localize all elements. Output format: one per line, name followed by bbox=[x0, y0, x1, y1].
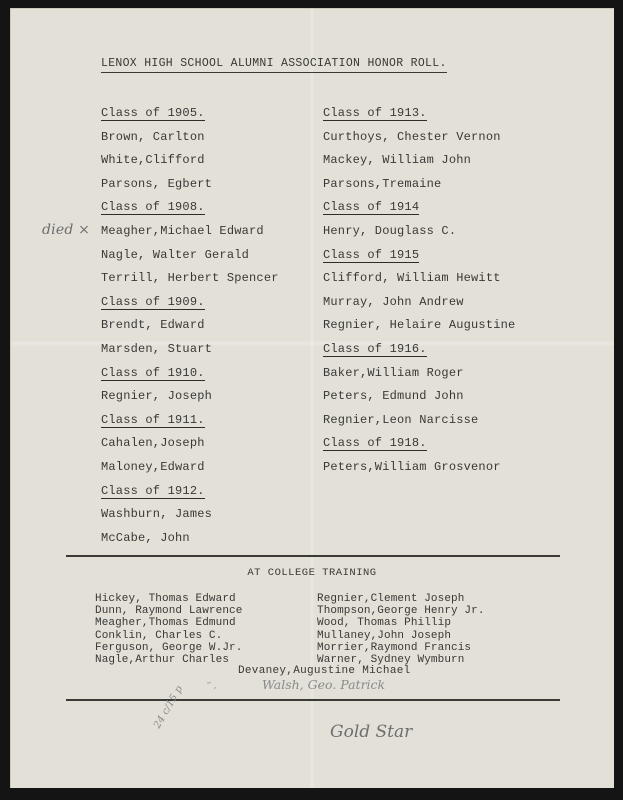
section-divider-bottom bbox=[66, 699, 560, 701]
died-annotation: died × bbox=[42, 221, 91, 238]
pencil-tick-mark: ‴ , bbox=[207, 681, 217, 690]
class-heading: Class of 1910. bbox=[101, 365, 205, 380]
college-name: Meagher,Thomas Edmund bbox=[95, 617, 236, 630]
alumni-name: Regnier, Helaire Augustine bbox=[323, 318, 516, 333]
alumni-name: Brendt, Edward bbox=[101, 318, 205, 333]
alumni-name: Clifford, William Hewitt bbox=[323, 271, 501, 286]
college-name: Warner, Sydney Wymburn bbox=[317, 653, 465, 666]
college-training-left-list bbox=[95, 593, 242, 666]
college-name: Ferguson, George W.Jr. bbox=[95, 641, 243, 654]
honor-roll-right-column bbox=[323, 104, 515, 482]
alumni-name: Regnier,Leon Narcisse bbox=[323, 412, 479, 427]
handwritten-gold-star: Gold Star bbox=[330, 722, 413, 742]
alumni-name: Murray, John Andrew bbox=[323, 294, 464, 309]
college-name: Morrier,Raymond Francis bbox=[317, 641, 472, 654]
class-heading: Class of 1915 bbox=[323, 247, 420, 262]
handwritten-walsh-entry: Walsh, Geo. Patrick bbox=[262, 677, 386, 692]
alumni-name: Brown, Carlton bbox=[101, 129, 205, 144]
alumni-name: Mackey, William John bbox=[323, 153, 472, 168]
alumni-name: Nagle, Walter Gerald bbox=[101, 247, 250, 262]
alumni-name: Maloney,Edward bbox=[101, 459, 205, 474]
pencil-fraction-note: 24 c/15 p bbox=[152, 684, 186, 731]
alumni-name: Peters, Edmund John bbox=[323, 389, 464, 404]
college-name: Wood, Thomas Phillip bbox=[317, 617, 452, 630]
college-name-centered: Devaney,Augustine Michael bbox=[238, 665, 411, 677]
alumni-name: Regnier, Joseph bbox=[101, 389, 213, 404]
alumni-name: Parsons, Egbert bbox=[101, 176, 213, 191]
college-training-right-list bbox=[317, 593, 485, 666]
college-name: Hickey, Thomas Edward bbox=[95, 593, 236, 605]
alumni-name: McCabe, John bbox=[101, 530, 190, 545]
college-name: Regnier,Clement Joseph bbox=[317, 593, 465, 605]
alumni-name: Curthoys, Chester Vernon bbox=[323, 129, 501, 144]
alumni-name: Washburn, James bbox=[101, 507, 213, 522]
document-page bbox=[10, 8, 614, 788]
alumni-name: Parsons,Tremaine bbox=[323, 176, 442, 191]
class-heading: Class of 1912. bbox=[101, 483, 205, 498]
document-title: LENOX HIGH SCHOOL ALUMNI ASSOCIATION HONOR ROLL. bbox=[101, 57, 447, 73]
alumni-name: Terrill, Herbert Spencer bbox=[101, 271, 279, 286]
class-heading: Class of 1909. bbox=[101, 294, 205, 309]
alumni-name: Baker,William Roger bbox=[323, 365, 464, 380]
college-name: Conklin, Charles C. bbox=[95, 629, 223, 642]
honor-roll-left-column bbox=[42, 104, 279, 552]
alumni-name: White,Clifford bbox=[101, 153, 205, 168]
alumni-name bbox=[42, 221, 279, 246]
class-heading: Class of 1908. bbox=[101, 200, 205, 215]
class-heading: Class of 1913. bbox=[323, 106, 427, 120]
class-heading: Class of 1914 bbox=[323, 200, 420, 215]
class-heading: Class of 1918. bbox=[323, 436, 427, 451]
college-name: Thompson,George Henry Jr. bbox=[317, 605, 485, 618]
college-name: Dunn, Raymond Lawrence bbox=[95, 605, 243, 618]
class-heading: Class of 1905. bbox=[101, 106, 205, 120]
alumni-name: Cahalen,Joseph bbox=[101, 436, 205, 451]
college-training-title: AT COLLEGE TRAINING bbox=[247, 567, 377, 579]
section-divider-top bbox=[66, 555, 560, 557]
alumni-name-text: Meagher,Michael Edward bbox=[101, 223, 264, 238]
alumni-name: Henry, Douglass C. bbox=[323, 223, 457, 238]
class-heading: Class of 1911. bbox=[101, 412, 205, 427]
college-name: Nagle,Arthur Charles bbox=[95, 653, 230, 666]
alumni-name: Marsden, Stuart bbox=[101, 341, 213, 356]
class-heading: Class of 1916. bbox=[323, 341, 427, 356]
alumni-name: Peters,William Grosvenor bbox=[323, 459, 501, 474]
college-name: Mullaney,John Joseph bbox=[317, 629, 452, 642]
